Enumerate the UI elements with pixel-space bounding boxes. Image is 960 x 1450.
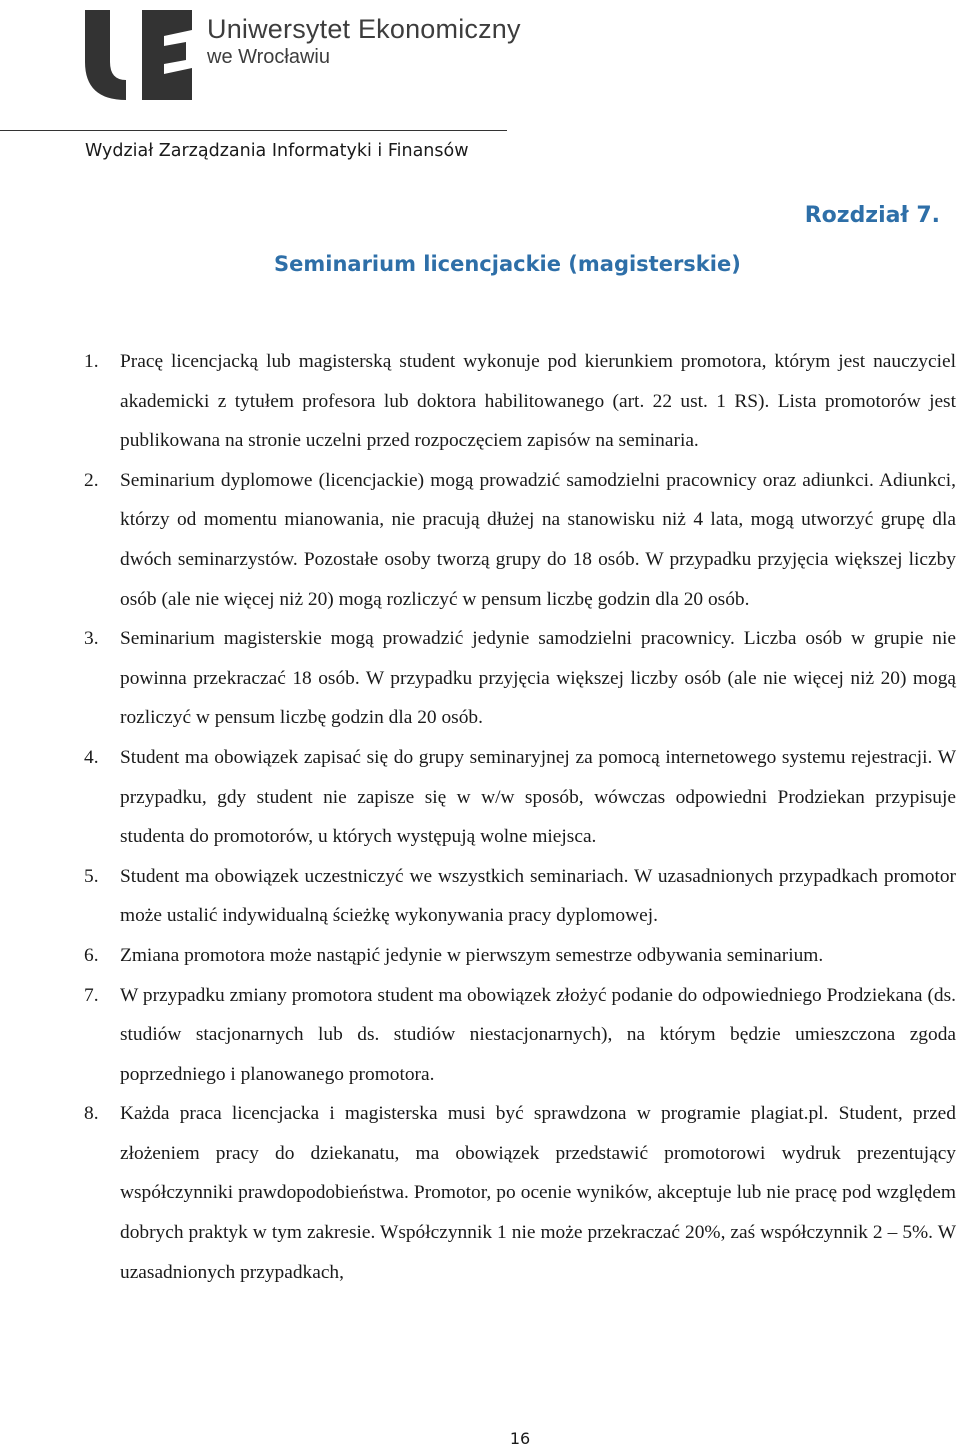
- header-divider: [0, 130, 507, 131]
- list-item-text: Zmiana promotora może nastąpić jedynie w pierwszym semestrze odbywania seminarium.: [120, 944, 824, 966]
- list-item-text: Pracę licencjacką lub magisterską student wykonuje pod kierunkiem promotora, którym jest nauczyciel akademicki z tytułem profesora lub doktora habilitowanego (art. 22 ust. 1 RS). Lista promotorów jest publikowana na stronie uczelni przed rozpoczęciem zapisów na seminaria.: [120, 351, 956, 452]
- university-name-line1: Uniwersytet Ekonomiczny: [207, 14, 521, 44]
- list-item: [84, 936, 956, 976]
- list-item: [84, 1094, 956, 1292]
- page-number: 16: [509, 1429, 531, 1448]
- list-item: [84, 342, 956, 461]
- list-item: [84, 738, 956, 857]
- list-item-text: Seminarium magisterskie mogą prowadzić jedynie samodzielni pracownicy. Liczba osób w grupie nie powinna przekraczać 18 osób. W przypadku przyjęcia większej liczby osób (ale nie więcej niż 20) mogą rozliczyć w pensum liczbę godzin dla 20 osób.: [120, 628, 956, 729]
- list-item-text: Każda praca licencjacka i magisterska musi być sprawdzona w programie plagiat.pl. Student, przed złożeniem pracy do dziekanatu, ma obowiązek przedstawić promotorowi wydruk prezentujący współczynniki prawdopodobieństwa. Promotor, po ocenie wyników, akceptuje lub nie pracę pod względem dobrych praktyk w tym zakresie. Współczynnik 1 nie może przekraczać 20%, zaś współczynnik 2 – 5%. W uzasadnionych przypadkach,: [120, 1103, 956, 1283]
- list-item-number: 1.: [84, 351, 99, 372]
- list-item-number: 8.: [84, 1103, 99, 1125]
- list-item: [84, 461, 956, 619]
- chapter-label: Rozdział 7.: [804, 203, 940, 228]
- list-item-number: 4.: [84, 746, 99, 768]
- list-item-text: Student ma obowiązek uczestniczyć we wszystkich seminariach. W uzasadnionych przypadkach promotor może ustalić indywidualną ścieżkę wykonywania pracy dyplomowej.: [120, 865, 956, 927]
- university-name-line2: we Wrocławiu: [207, 46, 330, 68]
- list-item-text: W przypadku zmiany promotora student ma obowiązek złożyć podanie do odpowiedniego Prodziekana (ds. studiów stacjonarnych lub ds. studiów niestacjonarnych), na którym będzie umieszczona zgoda poprzedniego i planowanego promotora.: [120, 984, 956, 1085]
- list-item-number: 6.: [84, 944, 99, 966]
- list-item-number: 5.: [84, 865, 99, 887]
- list-item-number: 2.: [84, 469, 99, 491]
- list-item: [84, 857, 956, 936]
- chapter-title: Seminarium licencjackie (magisterskie): [274, 252, 741, 276]
- list-item: [84, 619, 956, 738]
- rules-list: [84, 342, 956, 1292]
- faculty-name: Wydział Zarządzania Informatyki i Finansów: [85, 141, 469, 161]
- list-item-number: 7.: [84, 984, 99, 1006]
- list-item: [84, 976, 956, 1095]
- list-item-number: 3.: [84, 628, 99, 650]
- ue-logo-icon: [80, 2, 210, 102]
- list-item-text: Seminarium dyplomowe (licencjackie) mogą prowadzić samodzielni pracownicy oraz adiunkci. Adiunkci, którzy od momentu mianowania, nie pracują dłużej na stanowisku niż 4 lata, mogą utworzyć grupę dla dwóch seminarzystów. Pozostałe osoby tworzą grupy do 18 osób. W przypadku przyjęcia większej liczby osób (ale nie więcej niż 20) mogą rozliczyć w pensum liczbę godzin dla 20 osób.: [120, 469, 956, 610]
- list-item-text: Student ma obowiązek zapisać się do grupy seminaryjnej za pomocą internetowego systemu rejestracji. W przypadku, gdy student nie zapisze się w w/w sposób, wówczas odpowiedni Prodziekan przypisuje studenta do promotorów, u których występują wolne miejsca.: [120, 746, 956, 848]
